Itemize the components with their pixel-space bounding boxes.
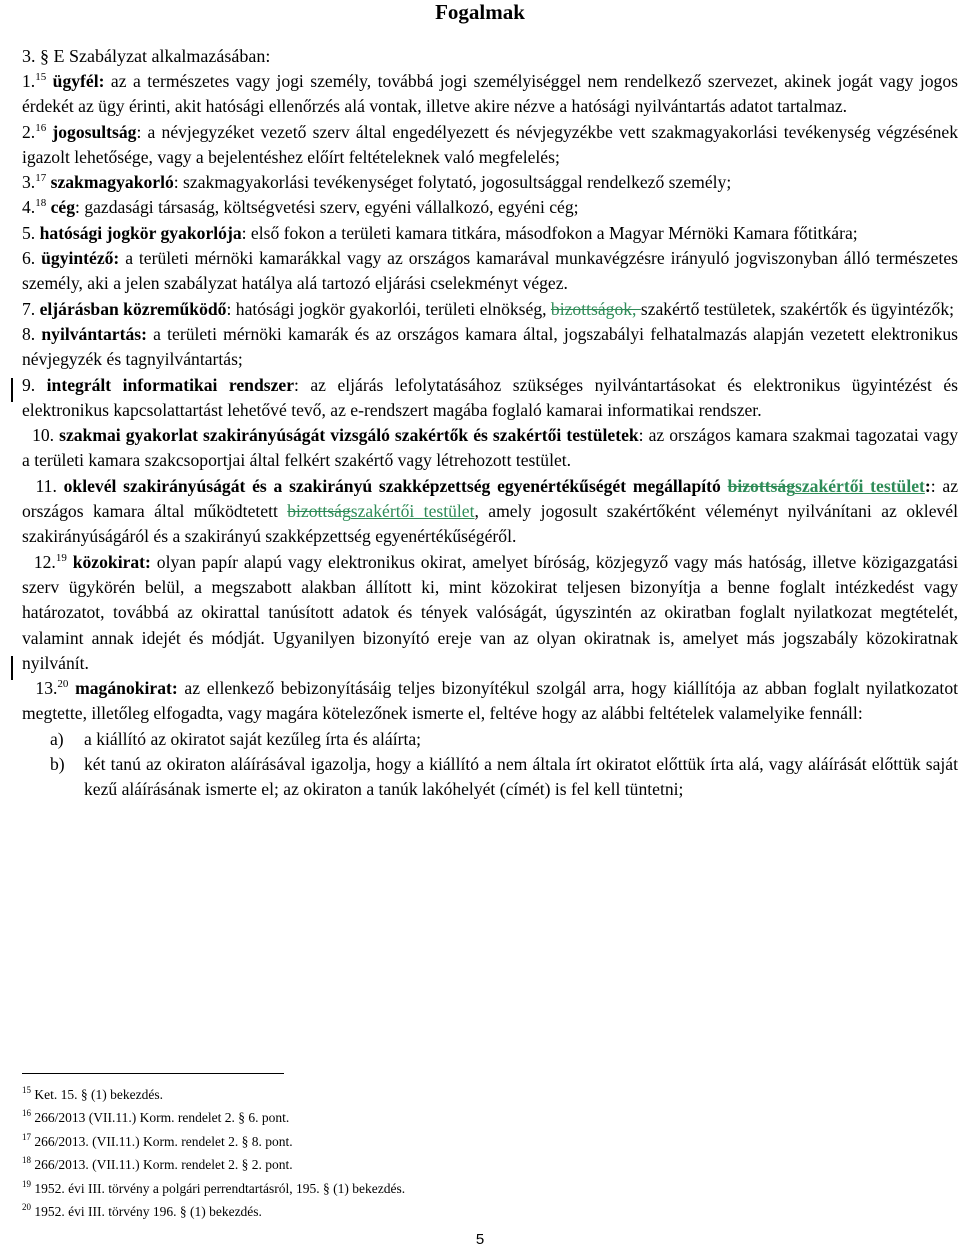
page-number: 5 bbox=[475, 1231, 485, 1248]
definition-item: 8. nyilvántartás: a területi mérnöki kamarák és az országos kamara által, jogszabályi felhatalmazás alapján vezetett elektronikus névjegyzék és tagnyilvántartás; bbox=[22, 323, 958, 370]
deleted-text: bizottság bbox=[727, 475, 795, 496]
definitions-list bbox=[22, 69, 958, 803]
definition-item: 7. eljárásban közreműködő: hatósági jogkör gyakorlói, területi elnökség, bizottságok, szakértő testületek, szakértők és ügyintézők; bbox=[22, 298, 955, 319]
definition-item: 11. oklevél szakirányúságát és a szakirányú szakképzettség egyenértékűségét megállapító bizottságszakértői testület:: az országos kamara által működtetett bizottságszakértői testület, amely jogosult szakértőként véleményt nyilvánítani az oklevél szakirányúságáról és a szakirányú szakképzettség egyenértékűségéről. bbox=[22, 475, 958, 547]
footnote: $^{18}$ 266/2013. (VII.11.) Korm. rendelet 2. § 2. pont. bbox=[22, 1155, 293, 1173]
footnote-separator bbox=[22, 1073, 284, 1074]
definition-item: 3.17 szakmagyakorló: szakmagyakorlási tevékenységet folytató, jogosultsággal rendelkező személy; bbox=[22, 172, 732, 193]
footnote: $^{17}$ 266/2013. (VII.11.) Korm. rendelet 2. § 8. pont. bbox=[22, 1131, 293, 1149]
definition-item: 9. integrált informatikai rendszer: az eljárás lefolytatásához szükséges nyilvántartásokat és elektronikus ügyintézést és elektronikus kapcsolattartást lehetővé tevő, az e-rendszert magába foglaló kamarai informatikai rendszer. bbox=[22, 374, 958, 420]
footnote: $^{16}$ 266/2013 (VII.11.) Korm. rendelet 2. § 6. pont. bbox=[22, 1108, 290, 1126]
deleted-text: bizottság bbox=[287, 501, 351, 522]
change-bar bbox=[11, 656, 13, 680]
footnote: $^{19}$ 1952. évi III. törvény a polgári perrendtartásról, 195. § (1) bekezdés. bbox=[22, 1178, 406, 1196]
definition-item: 1.15 ügyfél: az a természetes vagy jogi személy, továbbá jogi személyiséggel nem rendelkező szervezet, akinek jogát vagy jogos érdekét az ügy érinti, akit hatósági ellenőrzés alá vontak, illetve akire nézve a hatósági nyilvántartás adatot tartalmaz. bbox=[22, 71, 958, 117]
footnote: $^{15}$ Ket. 15. § (1) bekezdés. bbox=[22, 1085, 163, 1102]
page-title: Fogalmak bbox=[435, 0, 525, 24]
footnote: $^{20}$ 1952. évi III. törvény 196. § (1) bekezdés. bbox=[22, 1201, 262, 1219]
sub-item: b) két tanú az okiraton aláírásával igazolja, hogy a kiállító a nem általa írt okiratot előttük írta alá, vagy aláírását előttük saját kezű aláírásának ismerte el; az okiraton a tanúk lakóhelyét (címét) is fel kell tüntetni; bbox=[50, 754, 958, 800]
change-bar bbox=[11, 378, 13, 402]
section-heading: 3. § E Szabályzat alkalmazásában: bbox=[22, 46, 271, 66]
definition-item: 6. ügyintéző: a területi mérnöki kamarákkal vagy az országos kamarával munkavégzésre irányuló jogviszonyban álló természetes személy, aki a jelen szabályzat hatálya alá tartozó eljárási cselekményt végez. bbox=[22, 248, 958, 294]
deleted-text: bizottságok, bbox=[550, 298, 641, 319]
definition-item: 4.18 cég: gazdasági társaság, költségvetési szerv, egyéni vállalkozó, egyéni cég; bbox=[22, 197, 579, 218]
inserted-text: szakértői testület bbox=[350, 501, 475, 522]
definition-item: 5. hatósági jogkör gyakorlója: első fokon a területi kamara titkára, másodfokon a Magyar Mérnöki Kamara főtitkára; bbox=[22, 222, 858, 243]
footnotes bbox=[22, 1084, 405, 1224]
definition-item: 12.19 közokirat: olyan papír alapú vagy elektronikus okirat, amelyet bíróság, közjegyző vagy más hatóság, illetve közigazgatási szerv ügykörén belül, a megszabott alakban állított ki, mint közokirat teljesen bizonyítja a benne foglalt intézkedést vagy határozatot, továbbá az okirattal tanúsított adatok és tények valóságát, úgyszintén az okiratban foglalt nyilatkozat megtételét, valamint annak idejét és módját. Ugyanilyen bizonyító ereje van az olyan okiratnak is, amelyet más jogszabály közokiratnak nyilvánít. bbox=[22, 551, 959, 673]
definition-item: 13.20 magánokirat: az ellenkező bebizonyításáig teljes bizonyítékul szolgál arra, hogy kiállítója az abban foglalt nyilatkozatot megtette, illetőleg elfogadta, vagy magára kötelezőnek ismerte el, feltéve hogy az alábbi feltételek valamelyike fennáll: bbox=[22, 678, 959, 724]
inserted-text: szakértői testület bbox=[795, 475, 925, 496]
sub-item: a) a kiállító az okiratot saját kezűleg írta és aláírta; bbox=[50, 728, 422, 749]
definition-item: 2.16 jogosultság: a névjegyzéket vezető szerv által engedélyezett és névjegyzékbe vett szakmagyakorlási tevékenység végzésének igazolt lehetősége, vagy a bejelentéshez előírt feltételeknek való megfelelés; bbox=[22, 121, 958, 167]
definition-item: 10. szakmai gyakorlat szakirányúságát vizsgáló szakértők és szakértői testületek: az országos kamara szakmai tagozatai vagy a területi kamara szakcsoportjai által felkért szakértő vagy létrehozott testület. bbox=[22, 425, 959, 471]
